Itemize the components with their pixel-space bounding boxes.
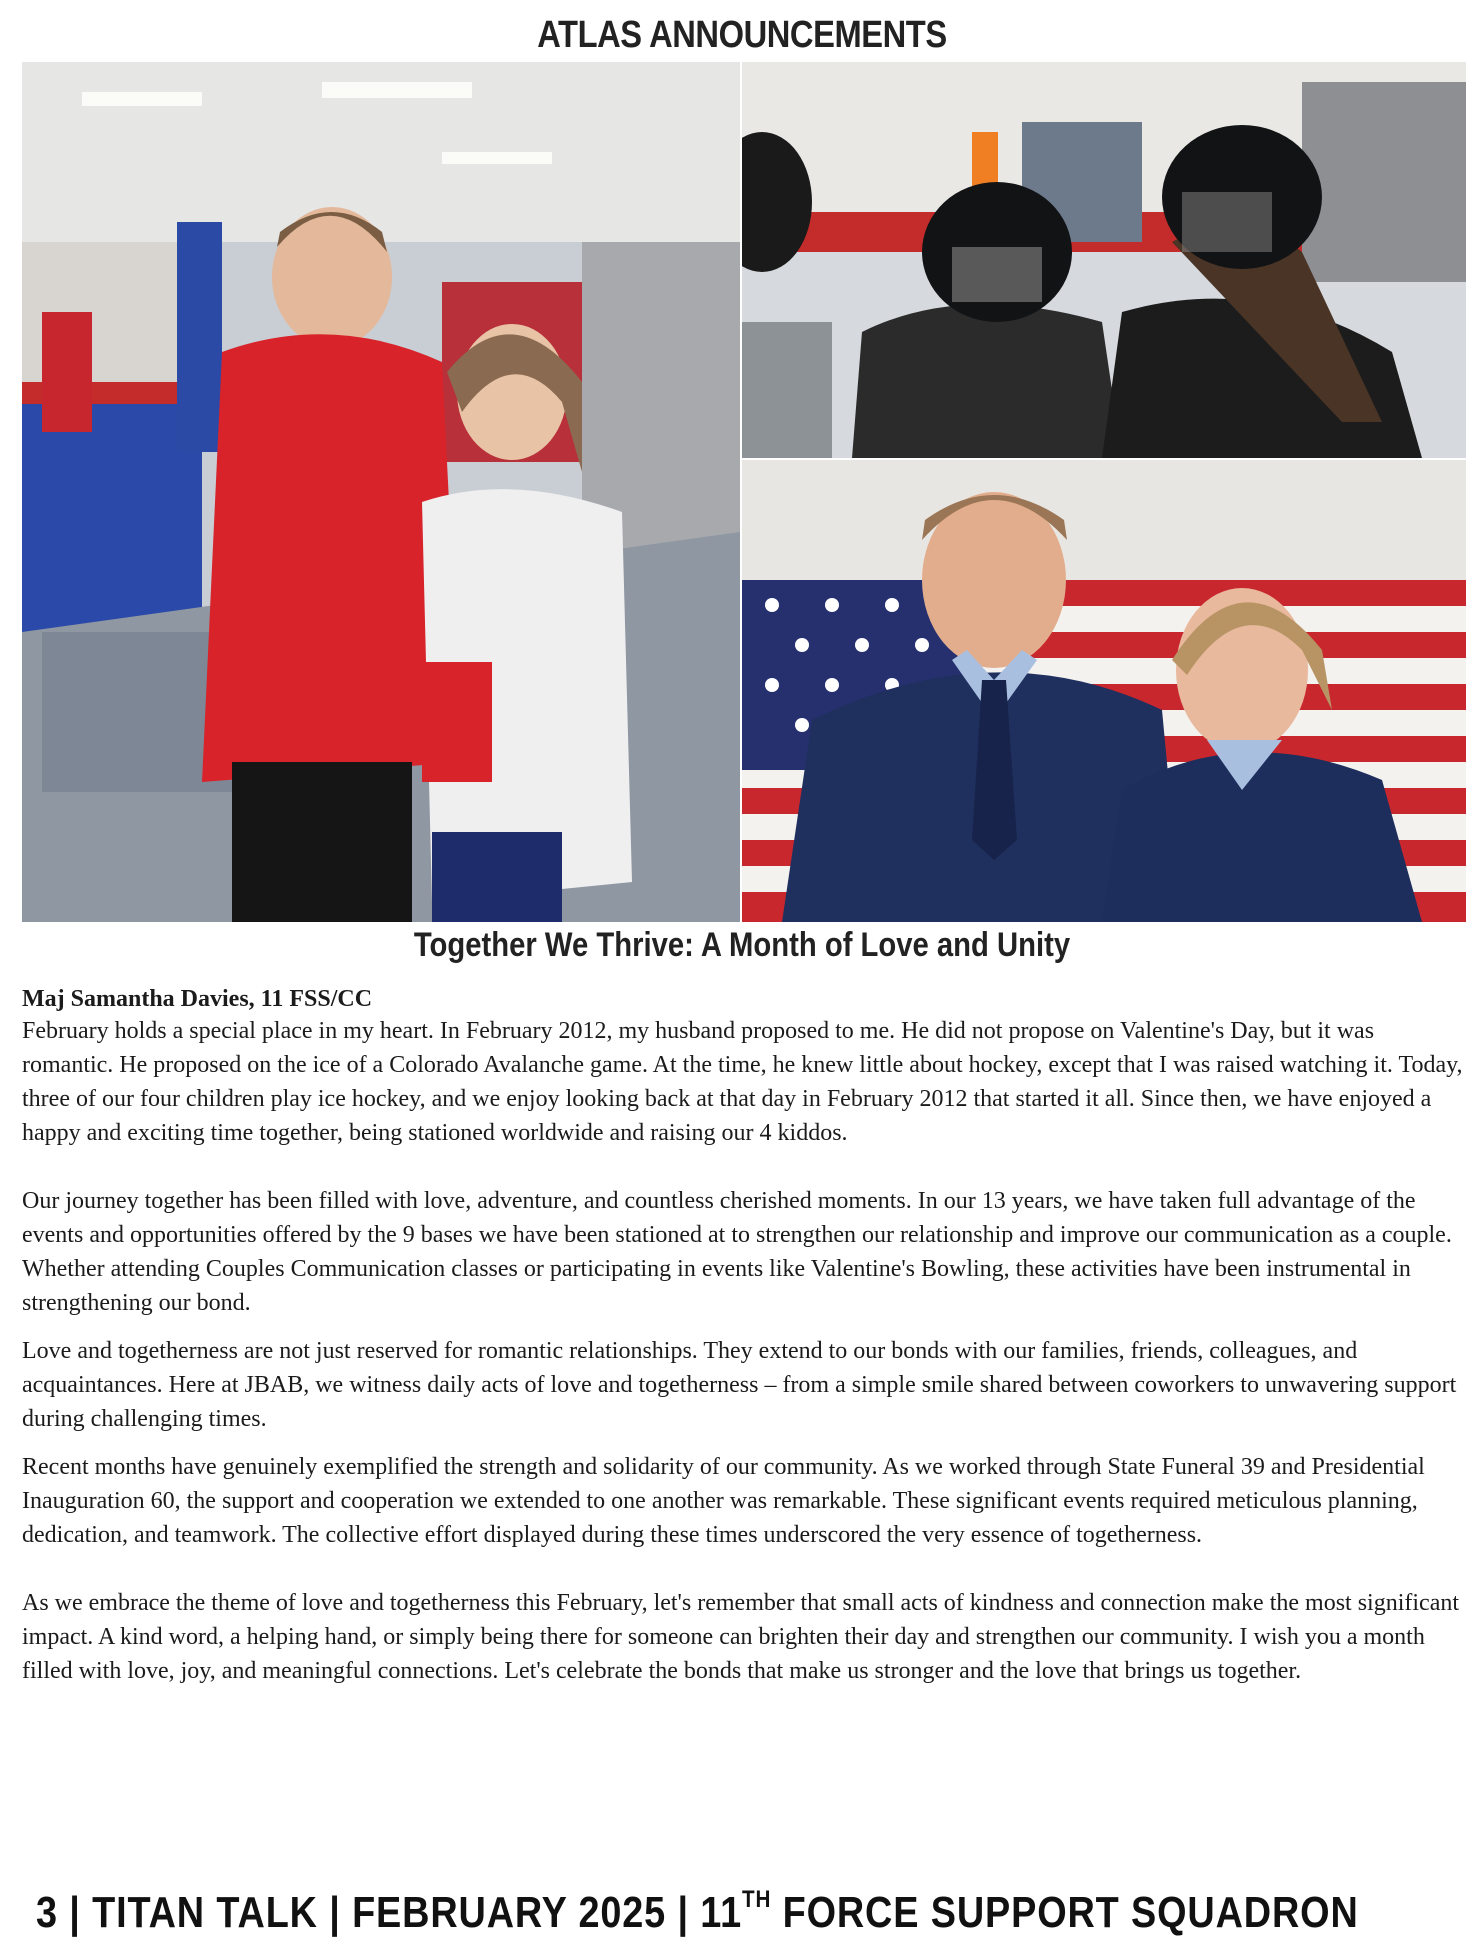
article-paragraph: February holds a special place in my heart. In February 2012, my husband proposed to me. He did not propose on Valentine's Day, but it was romantic. He proposed on the ice of a Colorado Avalanche game. At the time, he knew little about hockey, except that I was raised watching it. Today, three of our four children play ice hockey, and we enjoy looking back at that day in February 2012 that started it all. Since then, we have enjoyed a happy and exciting time together, being stationed worldwide and raising our 4 kiddos. bbox=[22, 1018, 1463, 1146]
footer-text-end: FORCE SUPPORT SQUADRON bbox=[771, 1888, 1359, 1937]
footer-text: 3 | TITAN TALK | FEBRUARY 2025 | 11 bbox=[36, 1888, 742, 1937]
page-footer bbox=[36, 1886, 1359, 1938]
photo-children-hockey bbox=[22, 62, 740, 922]
article-title: Together We Thrive: A Month of Love and Unity bbox=[413, 926, 1071, 964]
photo-couple-uniforms bbox=[742, 460, 1466, 922]
article-paragraph: Recent months have genuinely exemplified the strength and solidarity of our community. As we worked through State Funeral 39 and Presidential Inauguration 60, the support and cooperation we extended to one another was remarkable. These significant events required meticulous planning, dedication, and teamwork. The collective effort displayed during these times underscored the very essence of togetherness. bbox=[22, 1454, 1425, 1548]
page-header: ATLAS ANNOUNCEMENTS bbox=[537, 14, 947, 56]
article-paragraph: As we embrace the theme of love and togetherness this February, let's remember that small acts of kindness and connection make the most significant impact. A kind word, a helping hand, or simply being there for someone can brighten their day and strengthen our community. I wish you a month filled with love, joy, and meaningful connections. Let's celebrate the bonds that make us stronger and the love that brings us together. bbox=[22, 1590, 1460, 1684]
article-paragraph: Love and togetherness are not just reserved for romantic relationships. They extend to our bonds with our families, friends, colleagues, and acquaintances. Here at JBAB, we witness daily acts of love and togetherness – from a simple smile shared between coworkers to unwavering support during challenging times. bbox=[22, 1338, 1457, 1432]
photo-couple-helmets bbox=[742, 62, 1466, 458]
article-paragraph: Our journey together has been filled with love, adventure, and countless cherished moments. In our 13 years, we have taken full advantage of the events and opportunities offered by the 9 bases we have been stationed at to strengthen our relationship and improve our communication as a couple. Whether attending Couples Communication classes or participating in events like Valentine's Bowling, these activities have been instrumental in strengthening our bond. bbox=[22, 1188, 1452, 1316]
article-byline: Maj Samantha Davies, 11 FSS/CC bbox=[22, 986, 373, 1012]
photo-collage bbox=[22, 62, 1466, 922]
article-body bbox=[22, 984, 1466, 1688]
footer-superscript: TH bbox=[741, 1886, 772, 1913]
